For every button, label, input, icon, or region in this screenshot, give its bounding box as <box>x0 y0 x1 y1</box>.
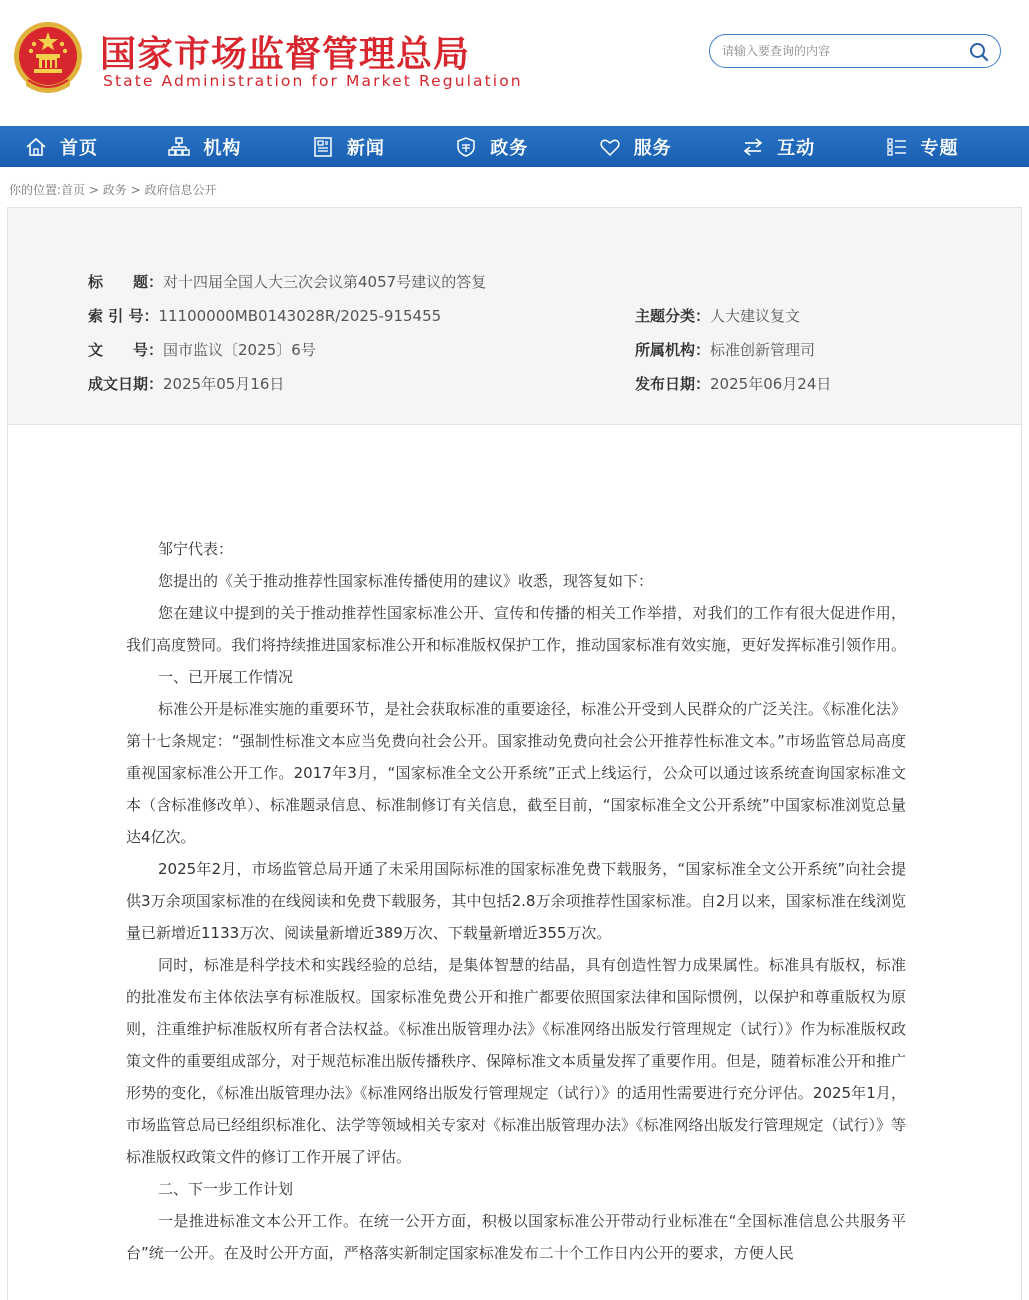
article-section-heading: 一、已开展工作情况 <box>158 668 294 686</box>
meta-created-value: 2025年05月16日 <box>163 375 285 393</box>
article-paragraph: 您在建议中提到的关于推动推荐性国家标准公开、宣传和传播的相关工作举措，对我们的工作有很大促进作用，我们高度赞同。我们将持续推进国家标准公开和标准版权保护工作，推动国家标准有效实施，更好发挥标准引领作用。 <box>126 604 907 654</box>
main-nav <box>0 126 1029 167</box>
meta-title-value: 对十四届全国人大三次会议第4057号建议的答复 <box>163 273 487 291</box>
news-icon <box>312 136 334 158</box>
meta-title-row <box>88 271 486 292</box>
nav-item-org[interactable] <box>168 126 311 167</box>
content-frame <box>7 207 1022 1300</box>
article-paragraph: 您提出的《关于推动推荐性国家标准传播使用的建议》收悉，现答复如下： <box>158 572 654 590</box>
meta-index-row <box>88 305 441 326</box>
nav-item-interaction[interactable] <box>742 126 885 167</box>
meta-created-row <box>88 373 284 394</box>
document-metadata <box>8 208 1021 425</box>
site-header <box>0 0 1029 126</box>
site-title-cn: 国家市场监督管理总局 <box>100 34 471 75</box>
meta-topic-value: 人大建议复文 <box>710 307 801 325</box>
search-box <box>709 34 1001 68</box>
search-input[interactable] <box>722 41 962 61</box>
nav-item-topics[interactable] <box>886 126 1029 167</box>
meta-docno-value: 国市监议〔2025〕6号 <box>163 341 316 359</box>
meta-index-value: 11100000MB0143028R/2025-915455 <box>158 307 442 325</box>
exchange-icon <box>742 136 764 158</box>
breadcrumb-prefix: 你的位置: <box>9 183 62 197</box>
nav-item-government[interactable] <box>455 126 598 167</box>
nav-item-label: 专题 <box>920 137 959 159</box>
nav-item-label: 新闻 <box>346 137 385 159</box>
nav-item-service[interactable] <box>599 126 742 167</box>
site-title-en: State Administration for Market Regulation <box>103 72 523 90</box>
breadcrumb-separator: > <box>126 183 145 197</box>
meta-published-value: 2025年06月24日 <box>710 375 832 393</box>
meta-org-label: 所属机构： <box>635 341 711 359</box>
article-paragraph: 一是推进标准文本公开工作。在统一公开方面，积极以国家标准公开带动行业标准在“全国标准信息公共服务平台”统一公开。在及时公开方面，严格落实新制定国家标准发布二十个工作日内公开的要求，方便人民 <box>126 1212 906 1262</box>
org-chart-icon <box>168 136 190 158</box>
search-icon[interactable] <box>968 41 990 63</box>
meta-docno-row <box>88 339 316 360</box>
meta-published-label: 发布日期： <box>635 375 711 393</box>
meta-docno-label: 文 号： <box>88 341 164 359</box>
meta-created-label: 成文日期： <box>88 375 164 393</box>
meta-published-row <box>635 373 831 394</box>
breadcrumb-home-link[interactable]: 首页 <box>61 183 86 197</box>
article-body <box>126 533 906 1269</box>
nav-item-label: 互动 <box>777 137 816 159</box>
nav-item-label: 政务 <box>490 137 529 159</box>
meta-index-label: 索 引 号： <box>88 307 159 325</box>
meta-topic-label: 主题分类： <box>635 307 711 325</box>
list-icon <box>886 136 908 158</box>
article-paragraph: 同时，标准是科学技术和实践经验的总结，是集体智慧的结晶，具有创造性智力成果属性。标准具有版权，标准的批准发布主体依法享有标准版权。国家标准免费公开和推广都要依照国家法律和国际惯例，以保护和尊重版权为原则，注重维护标准版权所有者合法权益。《标准出版管理办法》《标准网络出版发行管理规定（试行）》作为标准版权政策文件的重要组成部分，对于规范标准出版传播秩序、保障标准文本质量发挥了重要作用。但是，随着标准公开和推广形势的变化，《标准出版管理办法》《标准网络出版发行管理规定（试行）》的适用性需要进行充分评估。2025年1月，市场监管总局已经组织标准化、法学等领域相关专家对《标准出版管理办法》《标准网络出版发行管理规定（试行）》等标准版权政策文件的修订工作开展了评估。 <box>126 956 907 1166</box>
article-paragraph: 2025年2月，市场监管总局开通了未采用国际标准的国家标准免费下载服务，“国家标准全文公开系统”向社会提供3万余项国家标准的在线阅读和免费下载服务，其中包括2.8万余项推荐性国家标准。自2月以来，国家标准在线浏览量已新增近1133万次、阅读量新增近389万次、下载量新增近355万次。 <box>126 860 906 942</box>
nav-item-label: 机构 <box>203 137 242 159</box>
article-section-heading: 二、下一步工作计划 <box>158 1180 294 1198</box>
article-salutation: 邹宁代表： <box>158 540 234 558</box>
home-icon <box>25 136 47 158</box>
nav-item-news[interactable] <box>312 126 455 167</box>
meta-org-value: 标准创新管理司 <box>710 341 816 359</box>
meta-org-row <box>635 339 815 360</box>
breadcrumb-level1-link[interactable]: 政务 <box>102 183 127 197</box>
nav-item-label: 服务 <box>633 137 672 159</box>
heart-icon <box>599 136 621 158</box>
meta-topic-row <box>635 305 800 326</box>
nav-item-label: 首页 <box>60 137 98 159</box>
national-emblem-icon[interactable] <box>12 20 84 96</box>
meta-title-label: 标 题： <box>88 273 164 291</box>
breadcrumb-separator: > <box>85 183 103 197</box>
nav-item-home[interactable] <box>25 126 168 167</box>
government-icon <box>455 136 477 158</box>
article-paragraph: 标准公开是标准实施的重要环节，是社会获取标准的重要途径，标准公开受到人民群众的广泛关注。《标准化法》第十七条规定：“强制性标准文本应当免费向社会公开。国家推动免费向社会公开推荐性标准文本。”市场监管总局高度重视国家标准公开工作。2017年3月，“国家标准全文公开系统”正式上线运行，公众可以通过该系统查询国家标准文本（含标准修改单）、标准题录信息、标准制修订有关信息，截至目前，“国家标准全文公开系统”中国家标准浏览总量达4亿次。 <box>126 700 906 846</box>
breadcrumb-level2-link[interactable]: 政府信息公开 <box>144 183 217 197</box>
breadcrumb <box>9 181 216 198</box>
